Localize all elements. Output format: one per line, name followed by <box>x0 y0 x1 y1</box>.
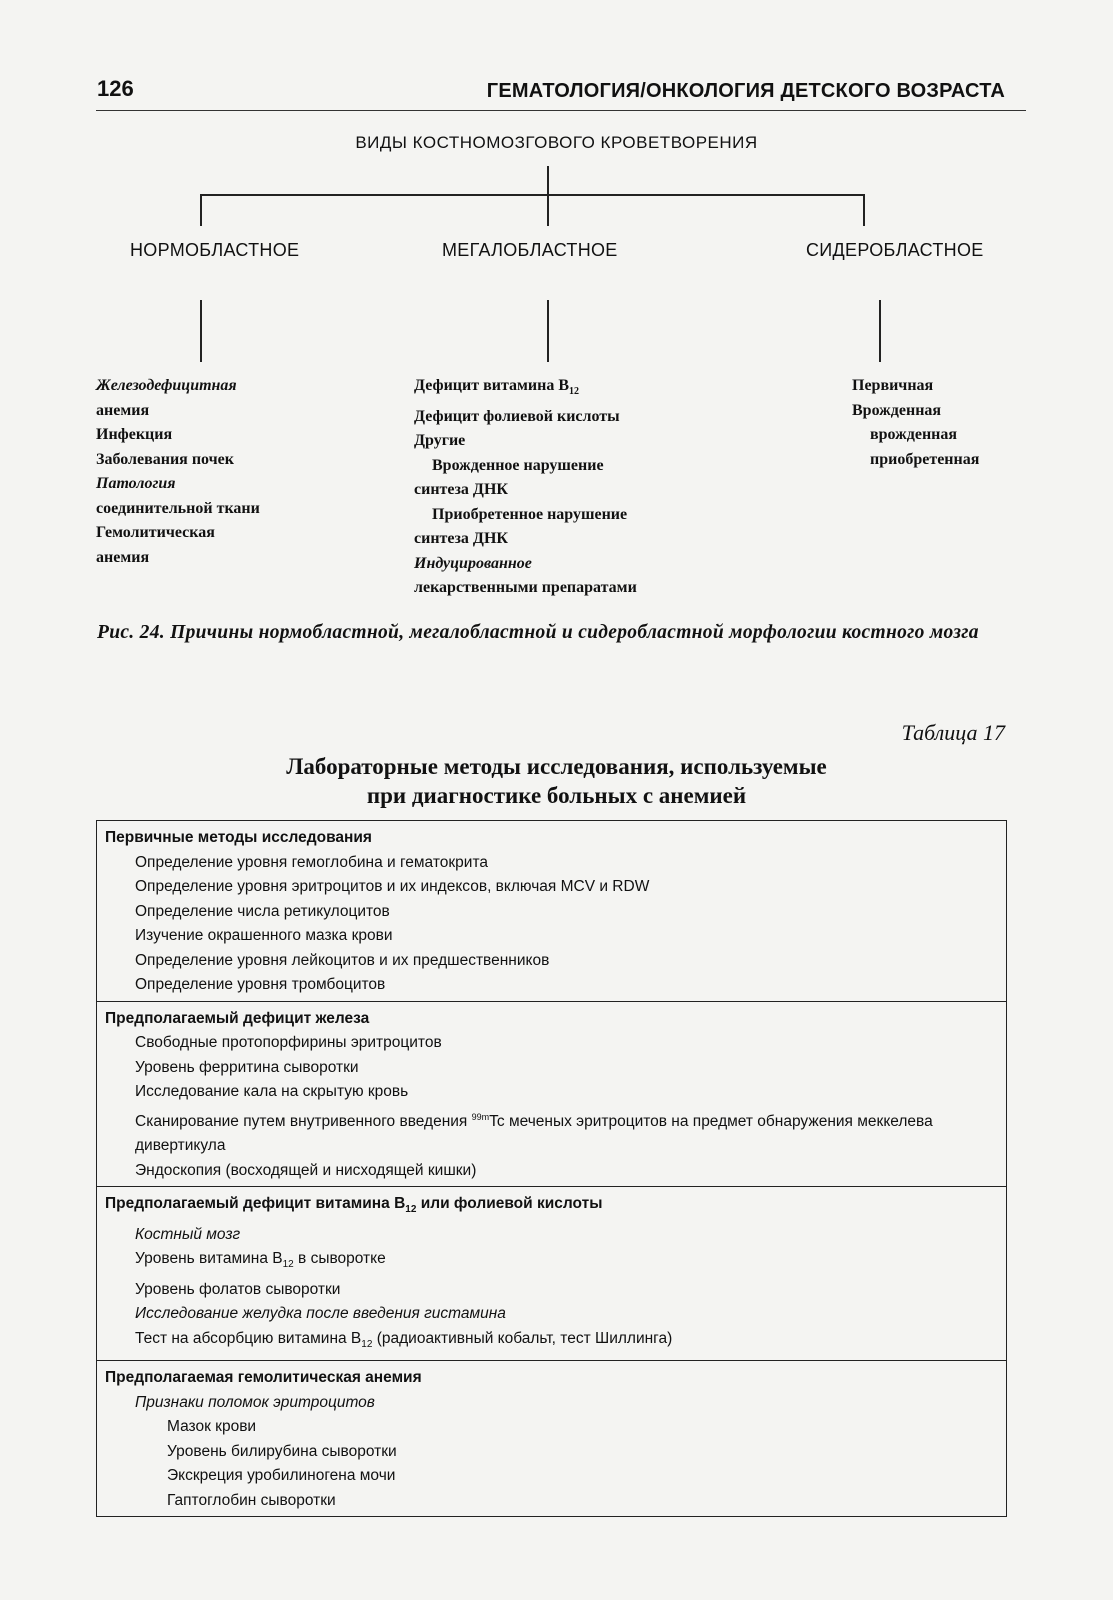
table-row: Определение уровня тромбоцитов <box>135 976 386 993</box>
table-row: Признаки поломок эритроцитов <box>135 1393 375 1411</box>
list-item: Врожденная <box>852 401 942 419</box>
table-row: Уровень фолатов сыворотки <box>135 1280 341 1298</box>
table-row: Сканирование путем внутривенного введения $^{99m}$Tc меченых эритроцитов на предмет обнаружения меккелева дивертикула <box>135 1111 933 1155</box>
table-row: Гаптоглобин сыворотки <box>167 1491 336 1509</box>
list-item: лекарственными препаратами <box>414 579 637 597</box>
node-normoblastic: НОРМОБЛАСТНОЕ <box>130 240 300 260</box>
table-row: Свободные протопорфирины эритроцитов <box>135 1034 442 1051</box>
table-row: Тест на абсорбцию витамина $B_{12}$ (радиоактивный кобальт, тест Шиллинга) <box>135 1329 673 1350</box>
list-item: Заболевания почек <box>96 450 234 468</box>
table-row: Уровень билирубина сыворотки <box>167 1442 397 1460</box>
table-row: Уровень витамина $B_{12}$ в сыворотке <box>135 1250 386 1271</box>
table-row: Экскреция уробилиногена мочи <box>167 1467 396 1485</box>
table-row: Определение уровня лейкоцитов и их предшественников <box>135 951 550 969</box>
list-item: Железодефицитная <box>96 377 237 394</box>
table-row: Исследование желудка после введения гистамина <box>135 1305 506 1323</box>
table-row: Уровень ферритина сыворотки <box>135 1058 359 1076</box>
list-item: соединительной ткани <box>96 499 260 517</box>
table-row: Определение уровня эритроцитов и их индексов, включая MCV и RDW <box>135 878 650 895</box>
table-section-iron <box>97 1001 1006 1187</box>
list-item: Дефицит фолиевой кислоты <box>414 407 620 425</box>
table-row: Определение числа ретикулоцитов <box>135 902 390 920</box>
megaloblastic-causes <box>414 374 637 601</box>
list-item: синтеза ДНК <box>414 481 508 499</box>
table-row: Костный мозг <box>135 1225 241 1243</box>
section-heading: Предполагаемая гемолитическая анемия <box>105 1369 422 1387</box>
table-title: Лабораторные методы исследования, используемые при диагностике больных с анемией <box>286 754 827 808</box>
list-item: врожденная <box>870 426 958 443</box>
list-item: анемия <box>96 401 150 419</box>
list-item: Гемолитическая <box>96 524 215 541</box>
figure-caption: Рис. 24. Причины нормобластной, мегалобластной и сидеробластной морфологии костного мозга <box>97 622 979 643</box>
section-heading: Предполагаемый дефицит железа <box>105 1009 370 1027</box>
list-item: анемия <box>96 548 150 566</box>
list-item: Патология <box>96 475 176 492</box>
node-sideroblastic: СИДЕРОБЛАСТНОЕ <box>806 240 984 260</box>
diagram-title: ВИДЫ КОСТНОМОЗГОВОГО КРОВЕТВОРЕНИЯ <box>355 133 758 152</box>
running-title: ГЕМАТОЛОГИЯ/ОНКОЛОГИЯ ДЕТСКОГО ВОЗРАСТА <box>486 80 1005 102</box>
list-item: Инфекция <box>96 426 173 443</box>
table-row: Эндоскопия (восходящей и нисходящей кишки) <box>135 1161 477 1179</box>
lab-methods-table <box>96 820 1007 1517</box>
table-section-primary <box>97 821 1006 1001</box>
table-row: Изучение окрашенного мазка крови <box>135 927 393 944</box>
list-item: Первичная <box>852 377 934 394</box>
header-rule <box>96 110 1026 111</box>
list-item: Индуцированное <box>414 554 532 572</box>
list-item: Врожденное нарушение <box>432 456 604 474</box>
page-number: 126 <box>97 76 134 101</box>
list-item: Приобретенное нарушение <box>432 505 628 523</box>
list-item: синтеза ДНК <box>414 530 508 548</box>
table-row: Исследование кала на скрытую кровь <box>135 1083 409 1100</box>
section-heading: Предполагаемый дефицит витамина $B_{12}$ или фолиевой кислоты <box>105 1195 603 1216</box>
table-row: Определение уровня гемоглобина и гематокрита <box>135 853 488 871</box>
node-megaloblastic: МЕГАЛОБЛАСТНОЕ <box>442 240 618 260</box>
list-item: приобретенная <box>870 450 980 468</box>
list-item: Дефицит витамина $B_{12}$ <box>414 377 580 398</box>
normoblastic-causes <box>96 374 260 570</box>
list-item: Другие <box>414 432 466 450</box>
table-section-hemolytic <box>97 1360 1006 1516</box>
section-heading: Первичные методы исследования <box>105 829 372 846</box>
table-row: Мазок крови <box>167 1418 257 1436</box>
table-section-b12 <box>97 1186 1006 1360</box>
sideroblastic-causes <box>852 374 979 472</box>
table-number: Таблица 17 <box>901 720 1005 745</box>
